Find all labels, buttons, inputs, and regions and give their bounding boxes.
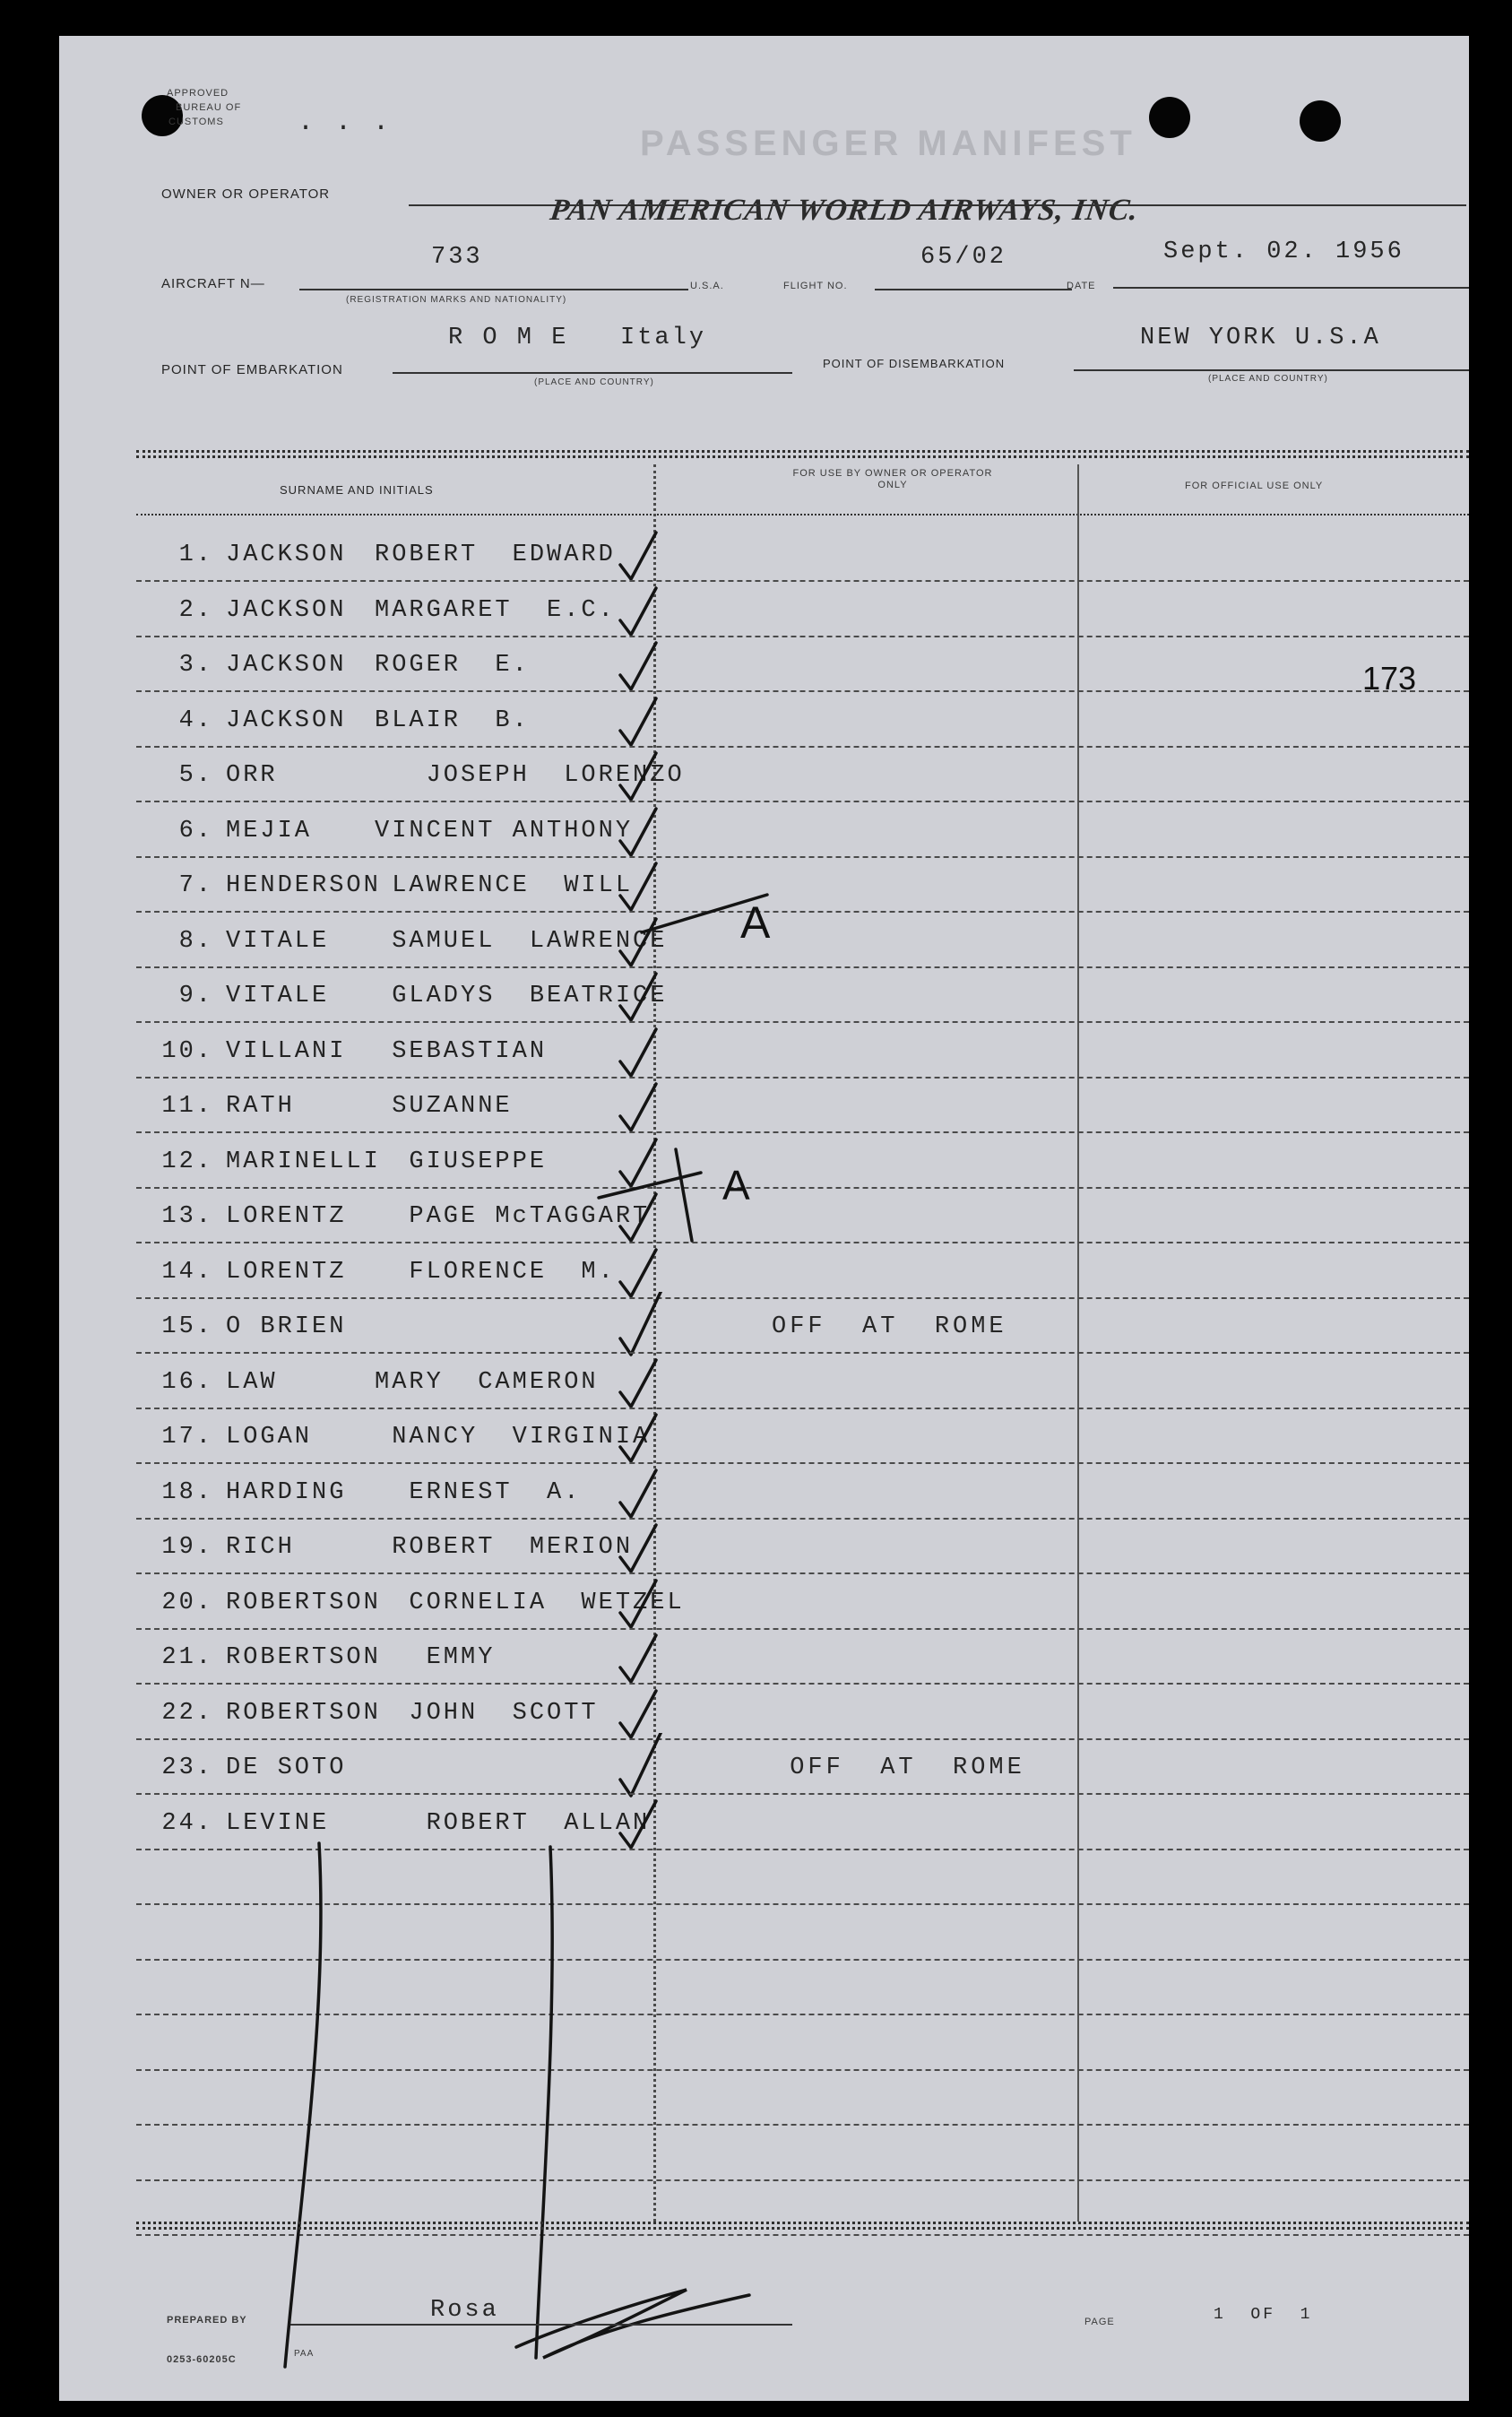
passenger-row xyxy=(59,1740,1469,1795)
owner-underline xyxy=(409,204,1466,206)
flight-value: 65/02 xyxy=(920,244,1007,271)
passenger-surname: ROBERTSON xyxy=(226,1589,381,1616)
passenger-row xyxy=(59,1409,1469,1464)
disembark-value: NEW YORK U.S.A xyxy=(1140,325,1381,351)
flight-label: FLIGHT NO. xyxy=(783,281,848,291)
disembark-label: POINT OF DISEMBARKATION xyxy=(823,357,1006,370)
passenger-number: 7. xyxy=(178,872,213,899)
date-underline xyxy=(1113,287,1469,289)
official-number: 173 xyxy=(1362,660,1417,697)
passenger-surname: MARINELLI xyxy=(226,1148,381,1175)
corner-dots: . . . xyxy=(298,108,393,138)
passenger-number: 12. xyxy=(161,1148,213,1175)
blank-row xyxy=(59,2127,1469,2181)
passenger-row xyxy=(59,1520,1469,1574)
embark-sub: (PLACE AND COUNTRY) xyxy=(534,377,654,387)
passenger-given-names: JOSEPH LORENZO xyxy=(375,762,685,789)
prepared-underline xyxy=(290,2324,792,2326)
passenger-given-names: GLADYS BEATRICE xyxy=(375,983,668,1009)
passenger-row xyxy=(59,1575,1469,1630)
aircraft-underline xyxy=(299,289,688,290)
disembark-underline xyxy=(1074,369,1469,371)
passenger-given-names: PAGE McTAGGART xyxy=(375,1203,651,1230)
flight-underline xyxy=(875,289,1072,290)
passenger-row xyxy=(59,583,1469,637)
passenger-surname: JACKSON xyxy=(226,706,347,734)
corner-stamp-2: BUREAU OF xyxy=(176,102,242,113)
passenger-given-names: GIUSEPPE xyxy=(375,1148,548,1175)
passenger-row xyxy=(59,968,1469,1023)
passenger-surname: JACKSON xyxy=(226,596,347,624)
table-bottom-rule-2 xyxy=(136,2227,1469,2230)
passenger-surname: LEVINE xyxy=(226,1809,330,1837)
table-top-rule-2 xyxy=(136,455,1469,458)
passenger-surname: LOGAN xyxy=(226,1424,313,1451)
passenger-surname: HENDERSON xyxy=(226,872,381,899)
passenger-given-names: BLAIR B. xyxy=(375,706,530,734)
passenger-given-names: MARY CAMERON xyxy=(375,1368,599,1396)
passenger-number: 11. xyxy=(161,1093,213,1120)
form-number: 0253-60205C xyxy=(167,2354,237,2365)
passenger-number: 9. xyxy=(178,983,213,1009)
passenger-given-names: ROBERT ALLAN xyxy=(375,1809,651,1837)
table-header-rule xyxy=(136,514,1469,515)
passenger-number: 10. xyxy=(161,1037,213,1065)
passenger-given-names: FLORENCE M. xyxy=(375,1258,616,1286)
date-value: Sept. 02. 1956 xyxy=(1163,238,1404,265)
table-bottom-rule-1 xyxy=(136,2222,1469,2224)
passenger-row xyxy=(59,637,1469,692)
embark-value: R O M E Italy xyxy=(448,325,707,351)
passenger-remark: OFF AT ROME xyxy=(772,1313,1007,1340)
embark-underline xyxy=(393,372,792,374)
passenger-row xyxy=(59,1079,1469,1133)
passenger-row xyxy=(59,1244,1469,1299)
mark-a-row-7: A xyxy=(740,897,771,948)
passenger-given-names: ROBERT MERION xyxy=(375,1534,634,1561)
page-label: PAGE xyxy=(1084,2317,1115,2327)
passenger-number: 13. xyxy=(161,1203,213,1230)
passenger-row xyxy=(59,1134,1469,1189)
passenger-surname: JACKSON xyxy=(226,541,347,568)
passenger-surname: RATH xyxy=(226,1093,295,1120)
passenger-number: 5. xyxy=(178,762,213,789)
aircraft-label: AIRCRAFT N— xyxy=(161,276,265,291)
punch-hole-right xyxy=(1300,100,1341,142)
page-of: 1 OF 1 xyxy=(1214,2306,1313,2324)
row-rule xyxy=(136,2234,1469,2236)
column-header-names: SURNAME AND INITIALS xyxy=(280,483,434,497)
passenger-surname: HARDING xyxy=(226,1478,347,1506)
passenger-surname: LAW xyxy=(226,1368,278,1396)
disembark-sub: (PLACE AND COUNTRY) xyxy=(1208,374,1328,384)
passenger-row xyxy=(59,1189,1469,1243)
passenger-row xyxy=(59,1630,1469,1685)
passenger-surname: RICH xyxy=(226,1534,295,1561)
passenger-surname: O BRIEN xyxy=(226,1313,347,1340)
page-title: PASSENGER MANIFEST xyxy=(640,124,1136,163)
passenger-number: 19. xyxy=(161,1534,213,1561)
passenger-given-names: LAWRENCE WILL xyxy=(375,872,634,899)
owner-label: OWNER OR OPERATOR xyxy=(161,186,331,202)
passenger-row xyxy=(59,803,1469,858)
passenger-surname: MEJIA xyxy=(226,817,313,845)
passenger-number: 20. xyxy=(161,1589,213,1616)
corner-stamp-1: APPROVED xyxy=(167,88,229,99)
passenger-surname: VILLANI xyxy=(226,1037,347,1065)
passenger-given-names: EMMY xyxy=(375,1644,496,1671)
aircraft-value: 733 xyxy=(431,244,483,271)
passenger-given-names: ROBERT EDWARD xyxy=(375,541,616,568)
column-header-official: FOR OFFICIAL USE ONLY xyxy=(1185,481,1324,491)
passenger-row xyxy=(59,914,1469,968)
passenger-given-names: VINCENT ANTHONY xyxy=(375,817,634,845)
passenger-surname: ROBERTSON xyxy=(226,1644,381,1671)
passenger-number: 21. xyxy=(161,1644,213,1671)
passenger-row xyxy=(59,858,1469,913)
passenger-surname: DE SOTO xyxy=(226,1754,347,1781)
passenger-number: 16. xyxy=(161,1368,213,1396)
passenger-number: 6. xyxy=(178,817,213,845)
passenger-number: 24. xyxy=(161,1809,213,1837)
date-label: DATE xyxy=(1067,281,1096,291)
owner-value: PAN AMERICAN WORLD AIRWAYS, INC. xyxy=(548,194,1141,227)
blank-row xyxy=(59,2016,1469,2071)
passenger-surname: ROBERTSON xyxy=(226,1699,381,1727)
passenger-surname: LORENTZ xyxy=(226,1203,347,1230)
blank-row xyxy=(59,2071,1469,2126)
passenger-row xyxy=(59,1685,1469,1740)
prepared-value: Rosa xyxy=(430,2297,499,2324)
prepared-label: PREPARED BY xyxy=(167,2315,247,2326)
passenger-given-names: NANCY VIRGINIA xyxy=(375,1424,651,1451)
passenger-given-names: ROGER E. xyxy=(375,652,530,679)
passenger-surname: VITALE xyxy=(226,983,330,1009)
embark-label: POINT OF EMBARKATION xyxy=(161,362,343,377)
passenger-number: 3. xyxy=(178,652,213,679)
passenger-given-names: SUZANNE xyxy=(375,1093,513,1120)
passenger-number: 14. xyxy=(161,1258,213,1286)
passenger-number: 22. xyxy=(161,1699,213,1727)
passenger-number: 8. xyxy=(178,927,213,955)
manifest-sheet xyxy=(59,36,1469,2401)
passenger-row xyxy=(59,527,1469,582)
passenger-number: 23. xyxy=(161,1754,213,1781)
passenger-row xyxy=(59,748,1469,802)
form-note: PAA xyxy=(294,2349,315,2359)
table-top-rule-1 xyxy=(136,450,1469,453)
corner-stamp-3: CUSTOMS xyxy=(168,117,224,127)
passenger-number: 1. xyxy=(178,541,213,568)
passenger-surname: ORR xyxy=(226,762,278,789)
blank-row xyxy=(59,1906,1469,1961)
blank-row xyxy=(59,1961,1469,2015)
passenger-surname: LORENTZ xyxy=(226,1258,347,1286)
passenger-row xyxy=(59,1796,1469,1850)
passenger-row xyxy=(59,1465,1469,1520)
passenger-row xyxy=(59,1355,1469,1409)
passenger-number: 4. xyxy=(178,706,213,734)
punch-hole-center xyxy=(1149,97,1190,138)
blank-row xyxy=(59,1850,1469,1905)
passenger-given-names: CORNELIA WETZEL xyxy=(375,1589,685,1616)
mark-a-row-12: A xyxy=(722,1162,750,1208)
usa-label: U.S.A. xyxy=(690,281,724,291)
passenger-number: 15. xyxy=(161,1313,213,1340)
punch-hole-left xyxy=(142,95,183,136)
passenger-number: 2. xyxy=(178,596,213,624)
passenger-given-names: JOHN SCOTT xyxy=(375,1699,599,1727)
passenger-given-names: SEBASTIAN xyxy=(375,1037,548,1065)
passenger-row xyxy=(59,1024,1469,1079)
passenger-number: 17. xyxy=(161,1424,213,1451)
passenger-row xyxy=(59,693,1469,748)
passenger-given-names: MARGARET E.C. xyxy=(375,596,616,624)
passenger-given-names: SAMUEL LAWRENCE xyxy=(375,927,668,955)
column-header-owner-use: FOR USE BY OWNER OR OPERATOR ONLY xyxy=(792,468,993,490)
passenger-number: 18. xyxy=(161,1478,213,1506)
aircraft-sub: (REGISTRATION MARKS AND NATIONALITY) xyxy=(346,295,567,305)
passenger-given-names: ERNEST A. xyxy=(375,1478,582,1506)
passenger-remark: OFF AT ROME xyxy=(772,1754,1025,1781)
passenger-surname: JACKSON xyxy=(226,652,347,679)
passenger-surname: VITALE xyxy=(226,927,330,955)
passenger-row xyxy=(59,1299,1469,1354)
